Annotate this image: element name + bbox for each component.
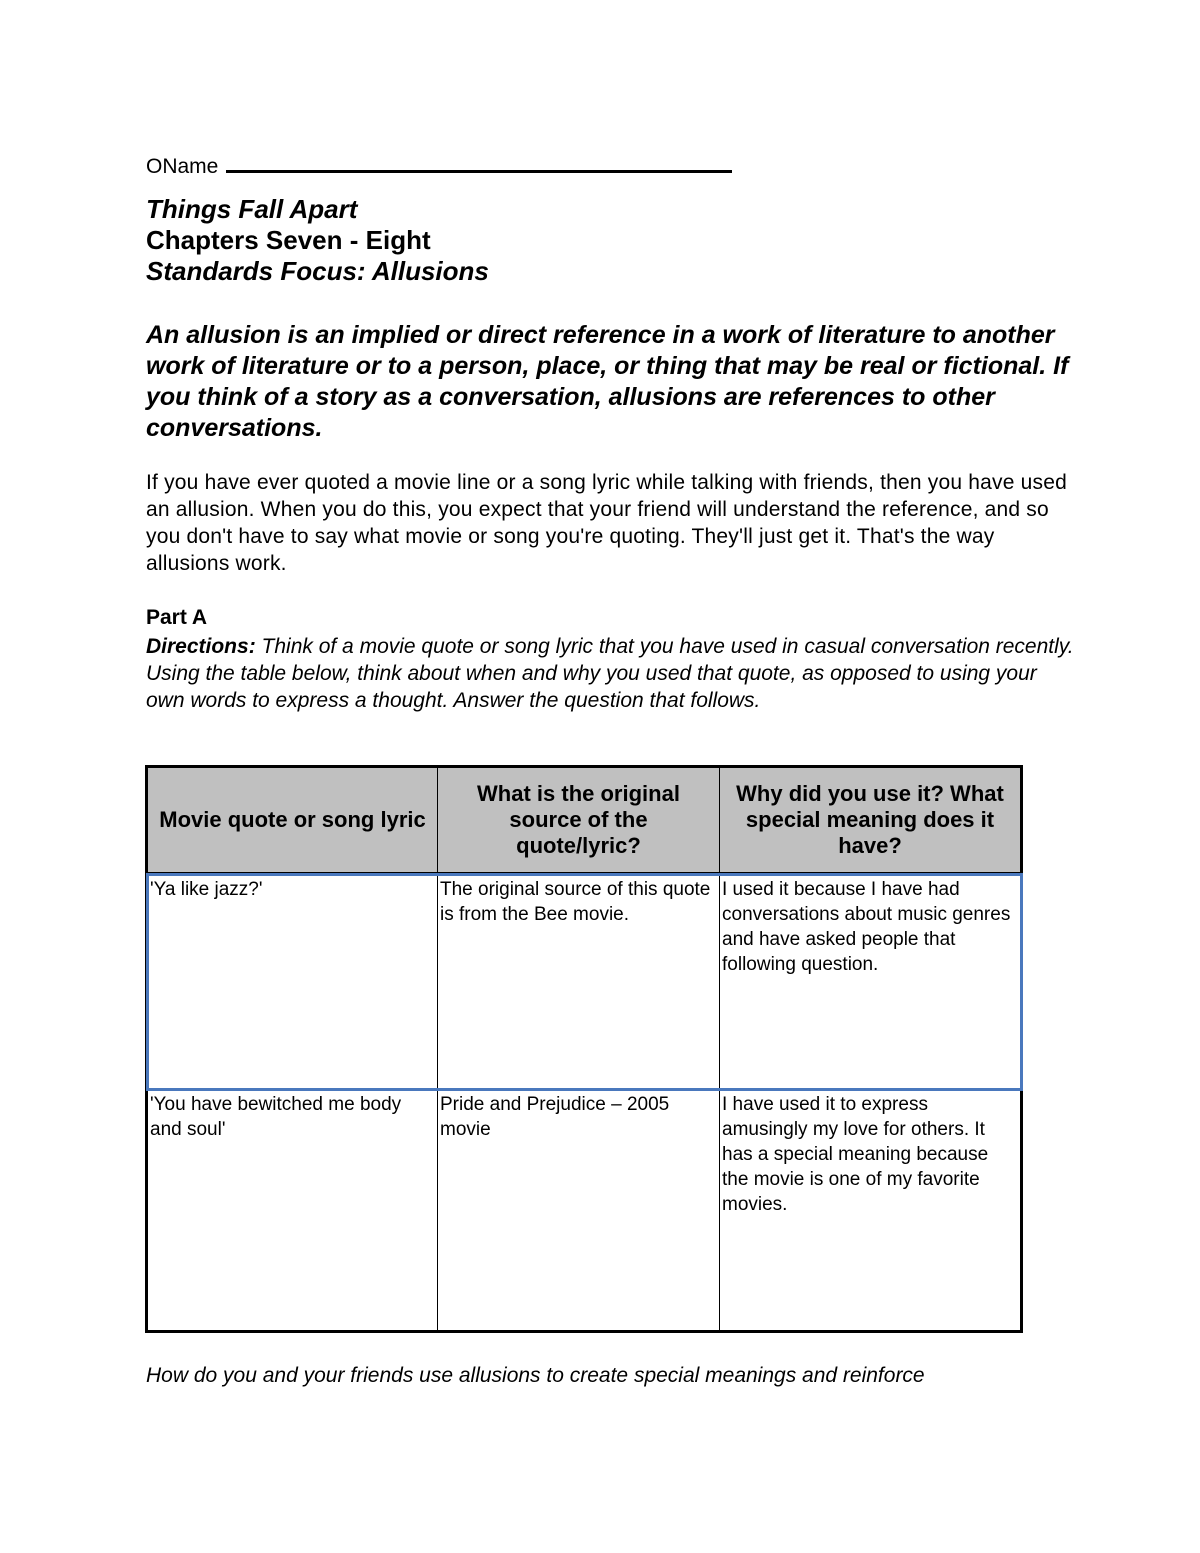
header-movie-quote: Movie quote or song lyric <box>147 767 438 874</box>
intro-paragraph: If you have ever quoted a movie line or a song lyric while talking with friends, then you have used an allusion. When you do this, you expect that your friend will understand the reference, and so you don't have to say what movie or song you're quoting. They'll just get it. That's the way allusions work. <box>146 471 1067 575</box>
directions-text: Think of a movie quote or song lyric that you have used in casual conversation recently. Using the table below, think about when and why you used that quote, as opposed to using your own words to express a thought. Answer the question that follows. <box>146 635 1074 712</box>
table-cell-source[interactable]: Pride and Prejudice – 2005 movie <box>438 1090 720 1332</box>
table-cell-quote[interactable]: 'You have bewitched me body and soul' <box>147 1090 438 1332</box>
title-block <box>146 194 489 287</box>
table-row <box>147 1090 1022 1332</box>
follow-up-question: How do you and your friends use allusions to create special meanings and reinforce <box>146 1364 925 1387</box>
name-line <box>146 150 732 179</box>
header-original-source: What is the original source of the quote/lyric? <box>438 767 720 874</box>
name-label: OName <box>146 155 219 178</box>
chapters-title: Chapters Seven - Eight <box>146 225 431 255</box>
allusion-table <box>145 765 1023 1333</box>
standards-focus-title: Standards Focus: Allusions <box>146 256 489 286</box>
header-why-used: Why did you use it? What special meaning does it have? <box>720 767 1022 874</box>
part-a-heading: Part A <box>146 606 208 629</box>
book-title: Things Fall Apart <box>146 194 358 224</box>
table-row <box>147 874 1022 1090</box>
table-cell-quote[interactable]: 'Ya like jazz?' <box>147 874 438 1090</box>
table-header-row <box>147 767 1022 874</box>
table-cell-source[interactable]: The original source of this quote is from the Bee movie. <box>438 874 720 1090</box>
table-cell-reason[interactable]: I used it because I have had conversations about music genres and have asked people that following question. <box>720 874 1022 1090</box>
directions-label: Directions: <box>146 635 256 658</box>
directions-paragraph <box>146 633 1076 714</box>
allusion-definition: An allusion is an implied or direct reference in a work of literature to another work of literature or to a person, place, or thing that may be real or fictional. If you think of a story as a conversation, allusions are references to other conversations. <box>146 321 1069 442</box>
name-blank-field[interactable] <box>226 150 732 173</box>
table-cell-reason[interactable]: I have used it to express amusingly my love for others. It has a special meaning because the movie is one of my favorite movies. <box>720 1090 1022 1332</box>
